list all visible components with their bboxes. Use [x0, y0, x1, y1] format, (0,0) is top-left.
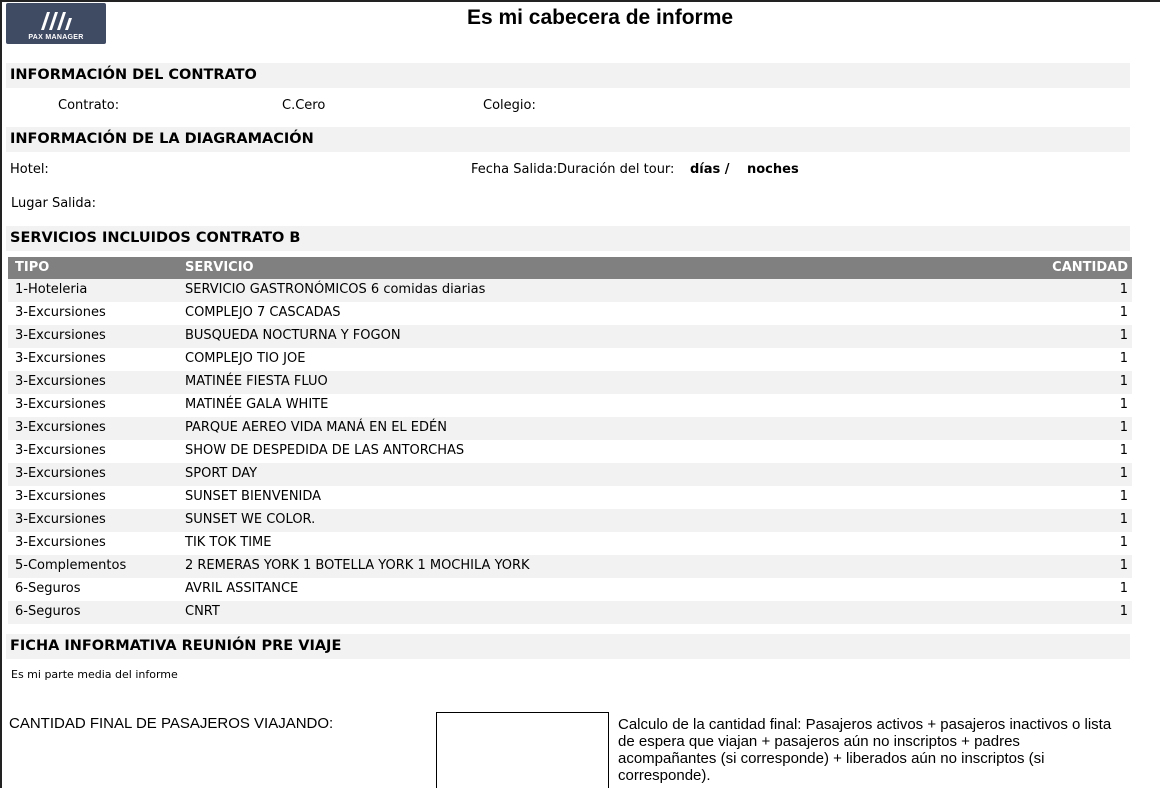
hotel-label: Hotel: [10, 162, 49, 177]
lugar-salida-label: Lugar Salida: [11, 196, 96, 211]
cell-cantidad: 1 [1119, 351, 1128, 366]
section-diagramacion [6, 127, 1130, 152]
table-header [8, 257, 1132, 279]
passengers-count-box[interactable] [436, 712, 609, 788]
table-row [8, 486, 1132, 509]
section-title: INFORMACIÓN DEL CONTRATO [10, 67, 257, 83]
cell-tipo: 3-Excursiones [15, 397, 106, 412]
section-title: INFORMACIÓN DE LA DIAGRAMACIÓN [10, 131, 314, 147]
section-ficha [6, 634, 1130, 659]
duracion-label: Duración del tour: [557, 162, 675, 177]
table-row [8, 325, 1132, 348]
section-title: FICHA INFORMATIVA REUNIÓN PRE VIAJE [10, 638, 342, 654]
cell-servicio: SPORT DAY [185, 466, 258, 481]
table-row [8, 463, 1132, 486]
cell-servicio: MATINÉE GALA WHITE [185, 397, 329, 412]
pax-manager-logo [6, 3, 106, 44]
cell-tipo: 5-Complementos [15, 558, 127, 573]
logo-text: PAX MANAGER [28, 34, 84, 41]
cell-tipo: 6-Seguros [15, 604, 81, 619]
dias-label: días / [690, 162, 730, 177]
cell-cantidad: 1 [1119, 558, 1128, 573]
cell-tipo: 6-Seguros [15, 581, 81, 596]
table-row [8, 348, 1132, 371]
passengers-label: CANTIDAD FINAL DE PASAJEROS VIAJANDO: [9, 715, 334, 732]
cell-tipo: 3-Excursiones [15, 305, 106, 320]
cell-servicio: SUNSET WE COLOR. [185, 512, 316, 527]
table-row [8, 578, 1132, 601]
cell-tipo: 3-Excursiones [15, 374, 106, 389]
contrato-label: Contrato: [58, 98, 120, 113]
cell-servicio: COMPLEJO TIO JOE [185, 351, 306, 366]
contrato-value: C.Cero [282, 98, 326, 113]
calculation-note: Calculo de la cantidad final: Pasajeros activos + pasajeros inactivos o lista de espera que viajan + pasajeros aún no inscriptos + padres acompañantes (si corresponde) + liberados aún no inscriptos (si corresponde). [618, 716, 1112, 784]
cell-tipo: 3-Excursiones [15, 512, 106, 527]
column-header-servicio: SERVICIO [185, 260, 254, 275]
cell-cantidad: 1 [1119, 420, 1128, 435]
cell-servicio: 2 REMERAS YORK 1 BOTELLA YORK 1 MOCHILA YORK [185, 558, 530, 573]
section-servicios [6, 226, 1130, 251]
middle-text: Es mi parte media del informe [11, 668, 178, 681]
table-row [8, 532, 1132, 555]
table-row [8, 555, 1132, 578]
cell-servicio: SERVICIO GASTRONÓMICOS 6 comidas diarias [185, 282, 486, 297]
report-title: Es mi cabecera de informe [466, 6, 734, 29]
column-header-cantidad: CANTIDAD [1052, 260, 1128, 275]
cell-cantidad: 1 [1119, 535, 1128, 550]
cell-servicio: MATINÉE FIESTA FLUO [185, 374, 328, 389]
fecha-salida-label: Fecha Salida: [471, 162, 558, 177]
cell-servicio: CNRT [185, 604, 220, 619]
table-row [8, 394, 1132, 417]
cell-servicio: TIK TOK TIME [185, 535, 272, 550]
column-header-tipo: TIPO [15, 260, 50, 275]
table-row [8, 302, 1132, 325]
cell-cantidad: 1 [1119, 443, 1128, 458]
cell-tipo: 3-Excursiones [15, 351, 106, 366]
cell-servicio: PARQUE AEREO VIDA MANÁ EN EL EDÉN [185, 420, 447, 435]
logo-mark-icon [39, 8, 73, 32]
cell-servicio: BUSQUEDA NOCTURNA Y FOGON [185, 328, 401, 343]
table-row [8, 371, 1132, 394]
cell-tipo: 3-Excursiones [15, 420, 106, 435]
table-row [8, 601, 1132, 624]
cell-tipo: 3-Excursiones [15, 535, 106, 550]
cell-tipo: 3-Excursiones [15, 466, 106, 481]
table-body [8, 279, 1132, 624]
cell-cantidad: 1 [1119, 581, 1128, 596]
cell-tipo: 3-Excursiones [15, 489, 106, 504]
cell-servicio: SHOW DE DESPEDIDA DE LAS ANTORCHAS [185, 443, 465, 458]
noches-label: noches [747, 162, 799, 177]
cell-cantidad: 1 [1119, 282, 1128, 297]
cell-tipo: 1-Hoteleria [15, 282, 88, 297]
table-row [8, 509, 1132, 532]
table-row [8, 279, 1132, 302]
cell-tipo: 3-Excursiones [15, 328, 106, 343]
cell-servicio: AVRIL ASSITANCE [185, 581, 299, 596]
cell-cantidad: 1 [1119, 489, 1128, 504]
table-row [8, 440, 1132, 463]
cell-cantidad: 1 [1119, 604, 1128, 619]
cell-cantidad: 1 [1119, 374, 1128, 389]
cell-cantidad: 1 [1119, 512, 1128, 527]
cell-cantidad: 1 [1119, 328, 1128, 343]
cell-servicio: SUNSET BIENVENIDA [185, 489, 322, 504]
section-contract [6, 63, 1130, 88]
cell-servicio: COMPLEJO 7 CASCADAS [185, 305, 341, 320]
cell-cantidad: 1 [1119, 466, 1128, 481]
section-title: SERVICIOS INCLUIDOS CONTRATO B [10, 230, 301, 246]
servicios-table [8, 257, 1132, 624]
cell-cantidad: 1 [1119, 397, 1128, 412]
table-row [8, 417, 1132, 440]
colegio-label: Colegio: [483, 98, 536, 113]
cell-cantidad: 1 [1119, 305, 1128, 320]
cell-tipo: 3-Excursiones [15, 443, 106, 458]
page-left-border [0, 0, 2, 788]
page-top-border [0, 0, 1160, 2]
